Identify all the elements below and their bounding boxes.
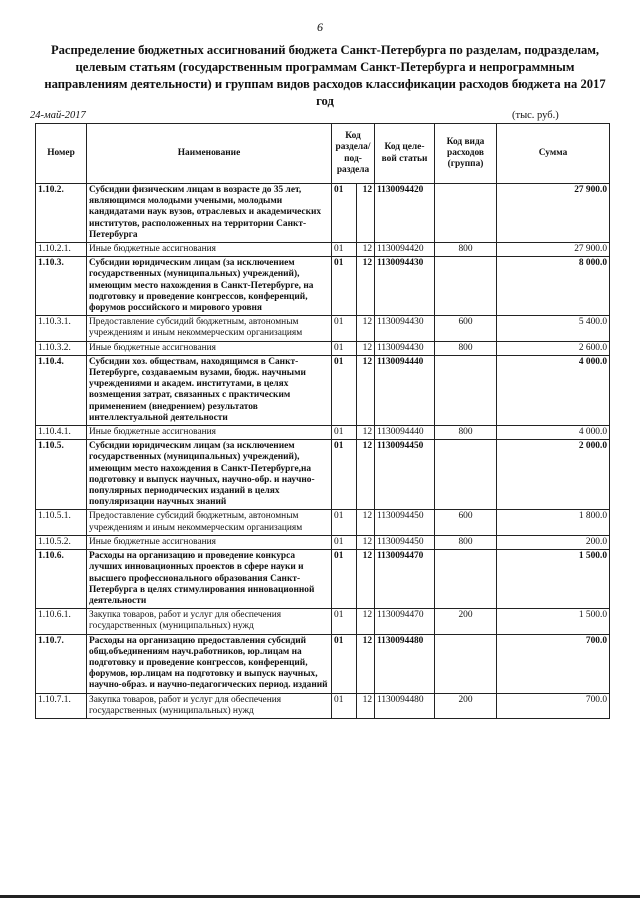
row-name: Закупка товаров, работ и услуг для обеспечения государственных (муниципальных) нужд	[87, 609, 332, 634]
row-razdel: 01	[332, 257, 357, 316]
row-csr: 1130094430	[375, 257, 435, 316]
row-number: 1.10.3.2.	[36, 341, 87, 355]
row-sum: 2 600.0	[497, 341, 610, 355]
row-razdel: 01	[332, 426, 357, 440]
row-sum: 700.0	[497, 634, 610, 693]
header-group: Код вида расходов (группа)	[435, 124, 497, 184]
row-group	[435, 634, 497, 693]
table-body	[36, 184, 610, 719]
row-sum: 27 900.0	[497, 184, 610, 243]
row-csr: 1130094470	[375, 550, 435, 609]
row-group	[435, 257, 497, 316]
row-podrazdel: 12	[357, 510, 375, 535]
row-sum: 1 800.0	[497, 510, 610, 535]
document-date: 24-май-2017	[30, 110, 86, 121]
row-group	[435, 355, 497, 425]
row-number: 1.10.3.	[36, 257, 87, 316]
table-row	[36, 355, 610, 425]
row-number: 1.10.4.	[36, 355, 87, 425]
row-podrazdel: 12	[357, 243, 375, 257]
row-razdel: 01	[332, 510, 357, 535]
row-name: Иные бюджетные ассигнования	[87, 341, 332, 355]
row-number: 1.10.2.	[36, 184, 87, 243]
row-sum: 8 000.0	[497, 257, 610, 316]
row-csr: 1130094420	[375, 184, 435, 243]
header-razdel: Код раздела/ под-раздела	[332, 124, 375, 184]
row-razdel: 01	[332, 341, 357, 355]
table-row	[36, 535, 610, 549]
row-number: 1.10.3.1.	[36, 316, 87, 341]
row-group: 200	[435, 693, 497, 718]
row-sum: 1 500.0	[497, 609, 610, 634]
row-razdel: 01	[332, 243, 357, 257]
table-row	[36, 316, 610, 341]
table-row	[36, 550, 610, 609]
row-name: Закупка товаров, работ и услуг для обеспечения государственных (муниципальных) нужд	[87, 693, 332, 718]
table-row	[36, 184, 610, 243]
row-name: Расходы на организацию и проведение конкурса лучших инновационных проектов в сфере науки и высшего профессионального образования Санкт-Петербурга в целях стимулирования инновационной деятельности	[87, 550, 332, 609]
row-number: 1.10.7.1.	[36, 693, 87, 718]
row-number: 1.10.2.1.	[36, 243, 87, 257]
row-razdel: 01	[332, 184, 357, 243]
row-csr: 1130094480	[375, 693, 435, 718]
units-label: (тыс. руб.)	[512, 110, 559, 121]
row-name: Иные бюджетные ассигнования	[87, 426, 332, 440]
row-csr: 1130094470	[375, 609, 435, 634]
row-group: 600	[435, 510, 497, 535]
row-podrazdel: 12	[357, 550, 375, 609]
row-razdel: 01	[332, 550, 357, 609]
header-csr: Код целе-вой статьи	[375, 124, 435, 184]
row-name: Предоставление субсидий бюджетным, автономным учреждениям и иным некоммерческим организациям	[87, 510, 332, 535]
row-csr: 1130094450	[375, 535, 435, 549]
row-sum: 4 000.0	[497, 426, 610, 440]
row-name: Предоставление субсидий бюджетным, автономным учреждениям и иным некоммерческим организациям	[87, 316, 332, 341]
row-group: 800	[435, 243, 497, 257]
row-name: Расходы на организацию предоставления субсидий общ.объединениям науч.работников, юр.лицам на подготовку и проведение конгрессов, конференций, форумов, юр.лицам на подготовку и выпуск научных, научно-образ. и научно-педагогических период. изданий	[87, 634, 332, 693]
row-csr: 1130094420	[375, 243, 435, 257]
row-group	[435, 440, 497, 510]
row-group: 800	[435, 426, 497, 440]
row-number: 1.10.5.1.	[36, 510, 87, 535]
table-row	[36, 341, 610, 355]
row-podrazdel: 12	[357, 257, 375, 316]
row-razdel: 01	[332, 609, 357, 634]
table-row	[36, 634, 610, 693]
row-name: Иные бюджетные ассигнования	[87, 243, 332, 257]
row-sum: 4 000.0	[497, 355, 610, 425]
row-name: Субсидии юридическим лицам (за исключением государственных (муниципальных) учреждений), имеющим место нахождения в Санкт-Петербурге, на подготовку и проведение конгрессов, конференций, форумов российского и мирового уровня	[87, 257, 332, 316]
row-razdel: 01	[332, 316, 357, 341]
row-number: 1.10.4.1.	[36, 426, 87, 440]
row-podrazdel: 12	[357, 535, 375, 549]
row-podrazdel: 12	[357, 355, 375, 425]
row-podrazdel: 12	[357, 341, 375, 355]
row-sum: 5 400.0	[497, 316, 610, 341]
row-sum: 27 900.0	[497, 243, 610, 257]
table-row	[36, 426, 610, 440]
row-number: 1.10.6.	[36, 550, 87, 609]
row-razdel: 01	[332, 693, 357, 718]
row-group: 800	[435, 341, 497, 355]
row-razdel: 01	[332, 355, 357, 425]
table-row	[36, 510, 610, 535]
row-podrazdel: 12	[357, 693, 375, 718]
table-row	[36, 609, 610, 634]
row-csr: 1130094480	[375, 634, 435, 693]
row-number: 1.10.6.1.	[36, 609, 87, 634]
row-number: 1.10.5.	[36, 440, 87, 510]
header-sum: Сумма	[497, 124, 610, 184]
row-csr: 1130094430	[375, 316, 435, 341]
header-nomer: Номер	[36, 124, 87, 184]
row-sum: 1 500.0	[497, 550, 610, 609]
row-podrazdel: 12	[357, 316, 375, 341]
row-podrazdel: 12	[357, 184, 375, 243]
header-name: Наименование	[87, 124, 332, 184]
row-sum: 700.0	[497, 693, 610, 718]
row-podrazdel: 12	[357, 426, 375, 440]
row-group: 600	[435, 316, 497, 341]
row-sum: 200.0	[497, 535, 610, 549]
table-row	[36, 693, 610, 718]
row-name: Субсидии физическим лицам в возрасте до 35 лет, являющимся молодыми учеными, молодыми кандидатами наук вузов, отраслевых и академических институтов, расположенных на территории Санкт-Петербурга	[87, 184, 332, 243]
table-row	[36, 440, 610, 510]
bottom-divider	[0, 895, 640, 898]
row-group: 800	[435, 535, 497, 549]
budget-table	[35, 123, 610, 719]
row-podrazdel: 12	[357, 634, 375, 693]
page-number: 6	[317, 20, 323, 34]
table-row	[36, 257, 610, 316]
document-title: Распределение бюджетных ассигнований бюджета Санкт-Петербурга по разделам, подразделам, целевым статьям (государственным программам Санкт-Петербурга и непрограммным направлениям деятельности) и группам видов расходов классификации расходов бюджета на 2017 год	[44, 43, 606, 108]
row-razdel: 01	[332, 440, 357, 510]
row-csr: 1130094440	[375, 355, 435, 425]
row-csr: 1130094430	[375, 341, 435, 355]
row-name: Субсидии юридическим лицам (за исключением государственных (муниципальных) учреждений), имеющим место нахождения в Санкт-Петербурге,на подготовку и выпуск научных, научно-обр. и научно-популярных периодических изданий в целях популяризации научных знаний	[87, 440, 332, 510]
table-row	[36, 243, 610, 257]
row-sum: 2 000.0	[497, 440, 610, 510]
table-header-row	[36, 124, 610, 184]
row-csr: 1130094450	[375, 440, 435, 510]
row-podrazdel: 12	[357, 609, 375, 634]
row-number: 1.10.7.	[36, 634, 87, 693]
row-razdel: 01	[332, 535, 357, 549]
row-group	[435, 184, 497, 243]
row-csr: 1130094440	[375, 426, 435, 440]
row-name: Субсидии хоз. обществам, находящимся в Санкт-Петербурге, создаваемым вузами, бюдж. научными учреждениями и академ. институтами, в целях возмещения затрат, связанных с практическим применением (внедрением) результатов интеллектуальной деятельности	[87, 355, 332, 425]
row-group	[435, 550, 497, 609]
row-podrazdel: 12	[357, 440, 375, 510]
row-group: 200	[435, 609, 497, 634]
row-csr: 1130094450	[375, 510, 435, 535]
row-number: 1.10.5.2.	[36, 535, 87, 549]
row-name: Иные бюджетные ассигнования	[87, 535, 332, 549]
row-razdel: 01	[332, 634, 357, 693]
